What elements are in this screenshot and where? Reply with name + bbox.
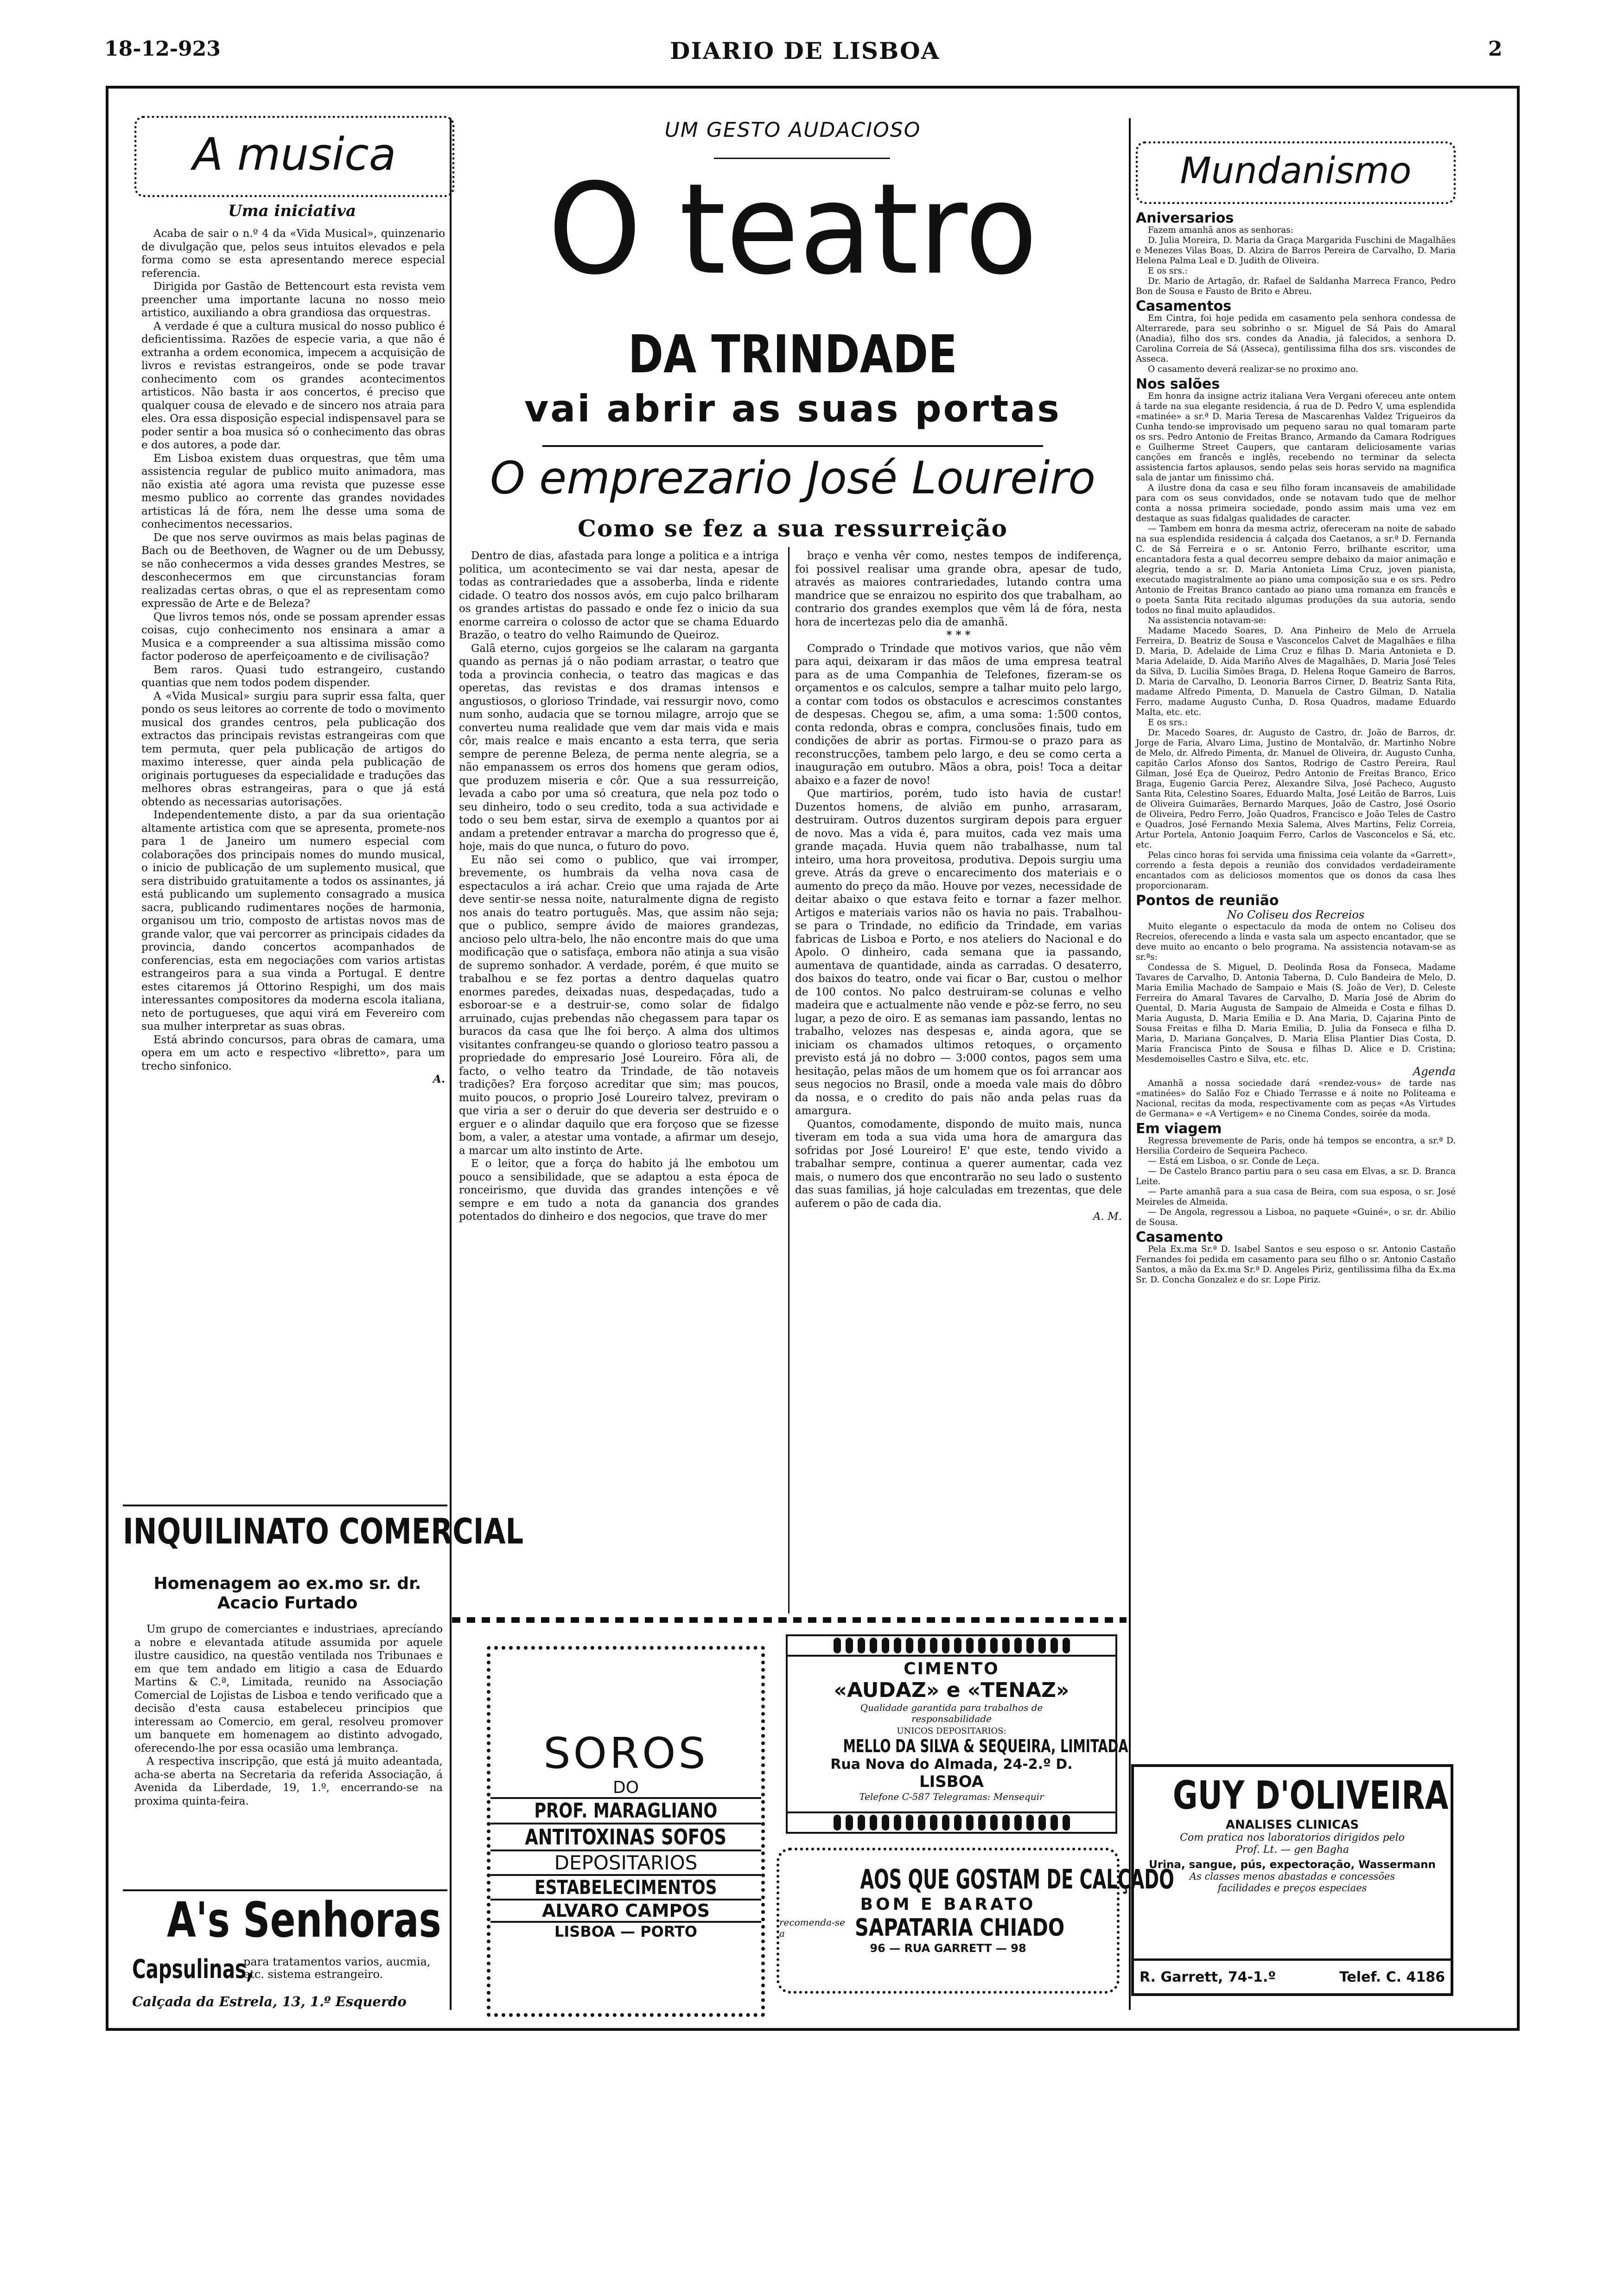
guy-ad-sub: ANALISES CLINICAS bbox=[1225, 1818, 1359, 1832]
guy-ad-address: R. Garrett, 74-1.º bbox=[1140, 1969, 1276, 1985]
cimento-ad-pattern-bottom bbox=[788, 1811, 1115, 1832]
mundanismo-paragraph: Madame Macedo Soares, D. Ana Pinheiro de Melo de Arruela Ferreira, D. Beatriz de Sousa e Vasconcelos Calvet de Magalhães e filha D. Maria, D. Adelaide de Lima Cruz e filhas D. Maria Antonieta e D. Maria Adelaide, D. Aida Mariño Alves de Magalhães, D. Maria José Teles da Silva, D. Lucilia Simões Braga, D. Helena Roque Gameiro de Barros, D. Maria de Carvalho, D. Leonoria Barros Cirner, D. Beatriz Santa Rita, madame Alfredo Pimenta, D. Manuela de Castro Gilman, D. Natalia Ferro, madame Augusto Cunha, D. Rosa Quadros, madame Eduardo Malta, etc. etc. bbox=[1136, 626, 1456, 717]
guy-ad-name: GUY D'OLIVEIRA bbox=[1172, 1773, 1449, 1818]
teatro-headline-3: vai abrir as suas portas bbox=[524, 387, 1061, 430]
guy-ad-footer bbox=[1134, 1958, 1451, 1993]
mundanismo-paragraph: Em honra da insigne actriz italiana Vera Vergani ofereceu ante ontem á tarde na sua elegante residencia, á rua de D. Pedro V, uma esplendida «matinée» a sr.ª D. Maria Teresa de Mascarenhas Valdez Trigueiros da Cunha tendo-se improvisado um pequeno sarau no qual tomaram parte os srs. Pedro Antonio de Freitas Branco, Armando da Camara Rodrigues e Guilherme Street Caupers, que cantaram deliciosamente varias canções em francês e inglês, recebendo no terminar da selecta assistencia fartos aplausos, sendo pelas seis horas servido na magnifica sala de jantar um finissimo chá. bbox=[1136, 391, 1456, 483]
mundanismo-heading-box bbox=[1136, 141, 1456, 204]
mundanismo-subtitle: No Coliseu dos Recreios bbox=[1227, 908, 1365, 921]
mundanismo-paragraph: Pela Ex.ma Sr.ª D. Isabel Santos e seu esposo o sr. Antonio Castaño Fernandes foi pedida em casamento para seu filho o sr. Antonio Castaño Santos, a mão da Ex.ma Sr.ª D. Angeles Piriz, gentilissima filha da Ex.ma Sr. D. Concha Gonzalez e do sr. Lope Piriz. bbox=[1136, 1244, 1456, 1285]
cimento-ad-phone: Telefone C-587 Telegramas: Mensequir bbox=[859, 1791, 1044, 1802]
teatro-deck: O emprezario José Loureiro bbox=[490, 452, 1095, 504]
calcado-ad-shop-line: recomenda-se a SAPATARIA CHIADO bbox=[779, 1914, 1064, 1942]
mundanismo-section-title: Casamentos bbox=[1136, 298, 1232, 314]
musica-article bbox=[141, 227, 445, 1581]
mundanismo-paragraph: — Está em Lisboa, o sr. Conde de Leça. bbox=[1148, 1156, 1319, 1166]
teatro-deck-2: Como se fez a sua ressurreição bbox=[578, 515, 1008, 542]
teatro-kicker: UM GESTO AUDACIOSO bbox=[664, 118, 921, 142]
inquilinato-title: INQUILINATO COMERCIAL bbox=[123, 1511, 524, 1552]
senhoras-ad-text: para tratamentos varios, aucmia, etc. sistema estrangeiro. bbox=[243, 1955, 431, 1981]
musica-heading-box bbox=[134, 116, 454, 197]
mundanismo-heading: Mundanismo bbox=[1180, 150, 1412, 192]
inquilinato-paragraph: Um grupo de comerciantes e industriaes, aprecíando a nobre e elevantada atitude assumida por aquele ilustre causidico, na questão ventilada nos Tribunaes e em que tem andado em litigio a casa de Eduardo Martins & C.ª, Limitada, reunido na Associação Comercial de Lojistas de Lisboa e tendo verificado que a decisão d'esta causa estabeleceu principios que interessam ao Comercio, em geral, resolveu promover um banquete em homenagem ao distinto advogado, oferecendo-lhe por essa ocasião uma lembrança. bbox=[134, 1623, 443, 1754]
teatro-paragraph: Dentro de dias, afastada para longe a politica e a intriga politica, um acontecimento se vai dar nesta, apesar de todas as contrariedades que a assoberba, linda e ridente cidade. O teatro dos nossos avós, em cujo palco brilharam os grandes artistas do passado e onde fez o inicio da sua enorme carreira o colosso de actor que se chama Eduardo Brazão, o teatro do velho Raimundo de Queiroz. bbox=[459, 550, 779, 641]
mundanismo-paragraph: E os srs.: bbox=[1148, 266, 1188, 276]
newspaper-title: DIARIO DE LISBOA bbox=[670, 37, 940, 64]
mundanismo-paragraph: — De Castelo Branco partiu para o seu casa em Elvas, a sr. D. Branca Leite. bbox=[1136, 1167, 1456, 1186]
ads-divider-rule bbox=[452, 1617, 1127, 1623]
musica-paragraph: Independentemente disto, a par da sua orientação altamente artistica com que se apresenta, promete-nos para 1 de Janeiro um numero especial com colaborações dos principais nomes do mundo musical, o inicio de publicação de um suplemento musical, que sera distribuido gratuitamente a todos os assinantes, já está publicando um suplemento consagrado a musica sacra, publicando rudimentares noções de harmonia, organisou um trio, composto de artistas novos mas de grande valor, que vai percorrer as principais cidades da provincia, dando concertos acompanhados de conferencias, esta em negociações com varios artistas estrangeiros para a sua vinda a Portugal. E dentre estes citaremos já Ottorino Respighi, um dos mais interessantes compositores da moderna escola italiana, neto de portugueses, que aqui virá em Fevereiro com sua mulher interpretar as suas obras. bbox=[141, 809, 445, 1033]
inquilinato-rule-top bbox=[123, 1505, 447, 1506]
column-rule-right bbox=[1129, 118, 1131, 2010]
teatro-separator: * * * bbox=[946, 629, 971, 641]
calcado-ad-sub: BOM E BARATO bbox=[860, 1895, 1036, 1914]
musica-paragraph: A «Vida Musical» surgiu para suprir essa falta, quer pondo os seus leitores ao corrente de todo o movimento musical dos grandes centros, pela publicação dos extractos das principais revistas estrangeiras com que tem permuta, quer pela publicação de artigos do maximo interesse, quer ainda pela publicação de originais portugueses da especialidade e traduções das melhores obras estrangeiras, para o que já está obtendo as necessarias autorisações. bbox=[141, 690, 445, 808]
inquilinato-subtitle: Homenagem ao ex.mo sr. dr. Acacio Furtado bbox=[153, 1574, 421, 1613]
teatro-paragraph: Comprado o Trindade que motivos varios, que não vêm para aqui, deixaram ir das mãos de uma empresa teatral para as de uma Companhia de Telefones, fizeram-se os orçamentos e os calculos, sempre a talhar muito pelo largo, a contar com todos os obstaculos e acrescimos constantes de despesas. Chegou se, afim, a uma soma: 1:500 contos, conta redonda, obras e compra, conclusões finais, tudo em condições de abrir as portas. Firmou-se o prazo para as reconstrucções, tambem pelo largo, e deu se como certa a inauguração em outubro. Mãos a obra, pois! Toca a deitar abaixo e a fazer de novo! bbox=[795, 642, 1122, 787]
teatro-paragraph: E o leitor, que a força do habito já lhe embotou um pouco a sensibilidade, que se adaptou a esta época de ronceirismo, que duvida das grandes intenções e vê sempre e em tudo a nota da ganancia dos grandes potentados do dinheiro e dos negocios, que trave do mer bbox=[459, 1158, 779, 1223]
mundanismo-section-title: Em viagem bbox=[1136, 1121, 1222, 1137]
senhoras-ad-address: Calçada da Estrela, 13, 1.º Esquerdo bbox=[132, 1994, 407, 2009]
inquilinato-paragraph: A respectiva inscripção, que está já muito adeantada, acha-se aberta na Secretaria da referida Associação, á Avenida da Liberdade, 19, 1.º, encerrando-se na proxima quinta-feira. bbox=[134, 1755, 443, 1807]
soros-ad bbox=[487, 1646, 765, 2017]
mundanismo-section-title: Pontos de reunião bbox=[1136, 893, 1279, 909]
senhoras-ad-title: A's Senhoras bbox=[167, 1892, 441, 1948]
mundanismo-section-title: Casamento bbox=[1136, 1229, 1223, 1245]
soros-ad-name: PROF. MARAGLIANO bbox=[490, 1797, 761, 1823]
musica-subheading: Uma iniciativa bbox=[228, 202, 357, 220]
musica-signature: A. bbox=[433, 1073, 445, 1085]
mundanismo-paragraph: — Tambem em honra da mesma actriz, ofereceram na noite de sabado na sua esplendida residencia á calçada dos Caetanos, a sr.ª D. Fernanda C. de Sá Ferreira e o sr. Antonio Ferro, brilhante escritor, uma encantadora festa a qual decorreu sempre debaixo da maior animação e alegria, tendo a sr. D. Maria Antonieta Lima Cruz, joven pianista, executado magistralmente ao piano uma composição sua e os srs. Pedro Antonio de Freitas Branco cantado ao piano uma romanza em francês e o poeta Santa Rita recitado algumas produções da sua autoria, sendo todos no final muito aplaudidos. bbox=[1136, 524, 1456, 615]
teatro-column-rule bbox=[788, 547, 789, 1614]
cimento-ad bbox=[786, 1634, 1128, 1834]
cimento-ad-pattern-top bbox=[788, 1636, 1115, 1657]
musica-paragraph: Que livros temos nós, onde se possam aprender essas coisas, cujo conhecimento nos ensinara a amar a Musica e a compreender a sua altissima missão como factor poderoso de aperfeiçoamento e de civilisação? bbox=[141, 611, 445, 663]
teatro-column-1 bbox=[459, 549, 779, 1611]
soros-ad-line1: ANTITOXINAS SOFOS bbox=[490, 1823, 761, 1850]
cimento-ad-city: LISBOA bbox=[919, 1773, 984, 1791]
musica-paragraph: De que nos serve ouvirmos as mais belas paginas de Bach ou de Beethoven, de Wagner ou de um Debussy, se não conhecermos a vida desses grandes Mestres, se desconhecermos em que circunstancias foram realizadas certas obras, o que el as representam como expressão de Arte e de Beleza? bbox=[141, 531, 445, 610]
teatro-paragraph: Que martirios, porém, tudo isto havia de custar! Duzentos homens, de alvião em punho, arrasaram, destruiram. Outros duzentos surgiram depois para erguer de novo. Mas a vida é, para muitos, cada vez mais uma grande maçada. Huvia quem não trabalhasse, num tal inteiro, uma hora proveitosa, produtiva. Depois surgiu uma greve. Atrás da greve o encarecimento dos materiais e o aumento do preço da mão. Houve por vezes, necessidade de deitar abaixo o que estava feito e tornar a fazer melhor. Artigos e materiais varios não os havia no pais. Trabalhou-se para o Trindade, no edificio da Trindade, em varias fabricas de Lisboa e Porto, e nos ateliers do Nacional e do Apolo. O dinheiro, cada semana que ia passando, aumentava de quantidade, ainda as carradas. O desaterro, dos baixos do teatro, onde vai ficar o Bar, custou o melhor de 100 contos. No palco destruiram-se colunas e velho madeira que e actualmente não vende e pôz-se ferro, no seu lugar, a pezo de oiro. E as semanas iam passando, lentas no trabalho, velozes nas despesas e, ainda agora, que se iniciam os chamados ultimos retoques, o orçamento previsto está já no dobro — 3:000 contos, pagos sem uma hesitação, pelas mãos de um homem que os foi arrancar aos seus negocios no Brasil, onde a moeda vale mais do dôbro da nossa, e o credito do pais não anda pelas ruas da amargura. bbox=[795, 788, 1122, 1117]
guy-ad-line1: Com pratica nos laboratorios dirigidos pelo Prof. Lt. — gen Bagha bbox=[1180, 1832, 1405, 1856]
teatro-paragraph: Galã eterno, cujos gorgeios se lhe calaram na garganta quando as pernas já o não podiam arrastar, o teatro que toda a provincia conhecia, o teatro das magicas e das operetas, das revistas e dos dramas intensos e angustiosos, o glorioso Trindade, vai ressurgir novo, como num sonho, audacia que se tornou milagre, arrojo que se converteu numa realidade que vem dar mais vida e mais côr, mais realce e mais encanto a esta terra, que seria sempre de perenne Beleza, de perma nente alegria, se a não empanassem os erros dos homens que geram odios, que produzem miseria e côr. Que a sua ressurreição, levada a cabo por uma só creatura, que nela poz todo o seu dinheiro, todo o seu credito, toda a sua actividade e todo o seu bem estar, sirva de exemplo a quantos por ai andam a pretender entravar a marcha do progresso que é, hoje, mais do que nunca, o futuro do povo. bbox=[459, 642, 779, 853]
cimento-ad-company: MELLO DA SILVA & SEQUEIRA, LIMITADA bbox=[843, 1736, 1128, 1756]
soros-ad-title: SOROS bbox=[543, 1728, 708, 1778]
guy-ad-phone: Telef. C. 4186 bbox=[1339, 1969, 1445, 1985]
mundanismo-subtitle: Agenda bbox=[1413, 1065, 1456, 1078]
mundanismo-paragraph: — Parte amanhã para a sua casa de Beira, com sua esposa, o sr. José Meireles de Almeida. bbox=[1136, 1187, 1456, 1207]
calcado-ad-title: AOS QUE GOSTAM DE CALÇADO bbox=[860, 1863, 1174, 1895]
cimento-ad-dep: UNICOS DEPOSITARIOS: bbox=[897, 1726, 1006, 1736]
musica-paragraph: Em Lisboa existem duas orquestras, que têm uma assistencia regular de publico muito animadora, mas não existia até agora uma revista que puzesse esse mesmo publico ao corrente das grandes novidades artisticas lá de fóra, nem lhe desse uma soma de conhecimentos necessarios. bbox=[141, 452, 445, 530]
teatro-deck-rule bbox=[542, 445, 1043, 447]
senhoras-ad-brand: Capsulinas, bbox=[132, 1954, 254, 1984]
cimento-ad-title: CIMENTO bbox=[904, 1659, 999, 1678]
cimento-ad-street: Rua Nova do Almada, 24-2.º D. bbox=[830, 1756, 1073, 1773]
mundanismo-section-title: Aniversarios bbox=[1136, 210, 1234, 226]
soros-ad-do: DO bbox=[612, 1778, 639, 1797]
guy-ad-line2: Urina, sangue, pús, expectoração, Wassermann bbox=[1149, 1859, 1436, 1871]
soros-ad-line4: ALVARO CAMPOS bbox=[490, 1899, 761, 1921]
soros-ad-line2: DEPOSITARIOS bbox=[490, 1850, 761, 1874]
mundanismo-paragraph: Dr. Macedo Soares, dr. Augusto de Castro, dr. João de Barros, dr. Jorge de Faria, Alvaro Lima, Justino de Montalvão, dr. Martinho Nobre de Melo, dr. Alfredo Pimenta, dr. Manuel de Oliveira, dr. Augusto Cunha, capitão Carlos Afonso dos Santos, Rodrigo de Castro Pereira, Raul Gilman, José Eça de Queiroz, Pedro Antonio de Freitas Branco, Erico Braga, Eugenio Garcia Perez, Alexandre Silva, José Pacheco, Augusto Santa Rita, Celestino Soares, Eduardo Malta, José Leitão de Barros, Luis de Oliveira Guimarães, Bernardo Marques, João de Castro, José Osorio de Oliveira, Pedro Ferro, João Quadros, Francisco e João Teles de Castro e Quadros, José Fernando Mexia Salema, Alves Martins, Feliz Correia, Artur Portela, Antonio Joaquim Ferro, Carlos de Vasconcelos e Sá, etc. etc. bbox=[1136, 728, 1456, 850]
mundanismo-paragraph: Muito elegante o espectaculo da moda de ontem no Coliseu dos Recreios, oferecendo a linda e vasta sala um aspecto encantador, que se deve muito ao encanto o belo programa. Na assistencia notavam-se as sr.ªs: bbox=[1136, 922, 1456, 962]
soros-ad-line5: LISBOA — PORTO bbox=[490, 1921, 761, 1940]
musica-heading: A musica bbox=[192, 128, 396, 180]
page-number: 2 bbox=[1488, 37, 1502, 61]
guy-ad-line3: As classes menos abastadas e concessões facilidades e preços especiaes bbox=[1189, 1871, 1395, 1894]
mundanismo-paragraph: Dr. Mario de Artagão, dr. Rafael de Saldanha Marreca Franco, Pedro Bon de Sousa e Fausto de Brito e Abreu. bbox=[1136, 276, 1456, 296]
soros-ad-line3: ESTABELECIMENTOS bbox=[490, 1874, 761, 1899]
mundanismo-paragraph: Na assistencia notavam-se: bbox=[1148, 616, 1267, 625]
musica-paragraph: Dirigida por Gastão de Bettencourt esta revista vem preencher uma importante lacuna no nosso meio artistico, auxiliando a obra grandiosa das orquestras. bbox=[141, 281, 445, 319]
mundanismo-paragraph: E os srs.: bbox=[1148, 718, 1188, 727]
mundanismo-paragraph: D. Julia Moreira, D. Maria da Graça Margarida Fuschini de Magalhães e Menezes Vilas Boas, D. Alzira de Barros Pereira de Carvalho, D. Maria Helena Palma Leal e D. Judith de Oliveira. bbox=[1136, 236, 1456, 266]
cimento-ad-sub: Qualidade garantida para trabalhos de responsabilidade bbox=[860, 1702, 1043, 1724]
guy-ad bbox=[1131, 1764, 1453, 1996]
mundanismo-column bbox=[1136, 209, 1456, 1498]
teatro-headline-2: DA TRINDADE bbox=[628, 325, 957, 385]
mundanismo-paragraph: Amanhã a nossa sociedade dará «rendez-vous» de tarde nas «matinées» do Salão Foz e Chiado Terrasse e á noite no Politeama e Nacional, recitas da moda, respectivamente com as peças «As Virtudes de Germana» e «A Vertigem» e no Cinema Condes, soirée da moda. bbox=[1136, 1078, 1456, 1119]
mundanismo-paragraph: Condessa de S. Miguel, D. Deolinda Rosa da Fonseca, Madame Tavares de Carvalho, D. Antonia Taberna, D. Culo Bandeira de Melo, D. Maria Emilia Machado de Sampaio e Mais (S. João de Ver), D. Celeste Ferreira do Amaral Tavares de Carvalho, D. Maria José de Abrim do Quental, D. Maria Augusta de Sampaio de Almeida e Costa e filhas D. Maria Augusta, D. Maria Emilia e D. Ana Maria, D. Cajarina Pinto de Sousa Freitas e filha D. Maria Emilia, D. Julia da Fonseca e filha D. Maria, D. Mariana Gonçalves, D. Maria Elisa Plantier Dias Costa, D. Maria Francisca Pinto de Sousa e filhas D. Alice e D. Cristina; Mesdemoiselles Castro e Silva, etc. etc. bbox=[1136, 963, 1456, 1064]
teatro-signature: A. M. bbox=[1093, 1211, 1122, 1223]
mundanismo-paragraph: Regressa brevemente de Paris, onde há tempos se encontra, a sr.ª D. Hersilia Cordeiro de Sequeira Pacheco. bbox=[1136, 1136, 1456, 1156]
musica-paragraph: Está abrindo concursos, para obras de camara, uma opera em um acto e respectivo «libretto», para um trecho sinfonico. bbox=[141, 1033, 445, 1072]
teatro-column-2 bbox=[795, 549, 1122, 1611]
teatro-paragraph: Eu não sei como o publico, que vai irromper, brevemente, os humbrais da velha nova casa de espectaculos a irá achar. Creio que uma rajada de Arte deve sentir-se nessa noite, naturalmente digna de registo nos anais do teatro português. Mas, que assim não seja; que o publico, sempre ávido de maiores grandezas, ancioso pelo ultra-belo, lhe não encontre mais do que uma modificação que o satisfaça, embora não atinja a sua visão de supremo sonhador. A verdade, porém, é que muito se trabalhou e se fez portas a dentro daquelas quatro enormes paredes, deixadas nuas, despedaçadas, tudo a esboroar-se e a destruir-se, como solar de fidalgo arruinado, cujas prebendas não chegassem para tapar os buracos da casa que lhe foi berço. A alma dos ultimos visitantes confrangeu-se quando o glorioso teatro passou a propriedade do empresario José Loureiro. Fôra ali, de facto, o velho teatro da Trindade, de tão notaveis tradições? Era forçoso acreditar que sim; mas poucos, muito poucos, o proprio José Loureiro talvez, previram o que viria a ser o deruir do que deveria ser destruido e o erguer e o alindar daquilo que era forçoso que se fizesse bom, a valer, a atestar uma vontade, a afirmar um desejo, a marcar um alto instinto de Arte. bbox=[459, 854, 779, 1157]
mundanismo-paragraph: Pelas cinco horas foi servida uma finissima ceia volante da «Garrett», correndo a festa depois a reunião dos convidados verdadeiramente encantados com as deliciosos momentos que os donos da casa lhes proporcionaram. bbox=[1136, 850, 1456, 891]
inquilinato-article bbox=[134, 1623, 443, 1882]
mundanismo-paragraph: A ilustre dona da casa e seu filho foram incansaveis de amabilidade para com os seus convidados, onde se notavam tudo que de melhor conta a nossa primeira sociedade, pondo assim mais uma vez em destaque as suas fidalgas qualidades de caracter. bbox=[1136, 483, 1456, 523]
teatro-headline: O teatro bbox=[547, 156, 1038, 302]
senhoras-rule bbox=[123, 1889, 447, 1891]
musica-paragraph: Acaba de sair o n.º 4 da «Vida Musical», quinzenario de divulgação que, pelos seus intuitos elevados e pela forma como se esta apresentando merece especial referencia. bbox=[141, 228, 445, 280]
cimento-ad-brands: «AUDAZ» e «TENAZ» bbox=[834, 1678, 1070, 1702]
page-date: 18-12-923 bbox=[104, 37, 221, 61]
teatro-paragraph: Quantos, comodamente, dispondo de muito mais, nunca tiveram em toda a sua vida uma hora de amargura das sofridas por José Loureiro! E' que este, tendo vivido a trabalhar sempre, continua a querer aumentar, cada vez mais, o numero dos que encontrarão no seu lado o sustento das suas familias, já hoje calculadas em trezentas, que dele auferem o pão de cada dia. bbox=[795, 1118, 1122, 1210]
column-rule-left bbox=[450, 118, 452, 2010]
musica-paragraph: Bem raros. Quasi tudo estrangeiro, custando quantias que nem todos podem dispender. bbox=[141, 663, 445, 689]
mundanismo-paragraph: O casamento deverá realizar-se no proximo ano. bbox=[1148, 364, 1358, 374]
mundanismo-paragraph: Em Cintra, foi hoje pedida em casamento pela senhora condessa de Alterrarede, para seu sobrinho o sr. Miguel de Sá Pais do Amaral (Anadia), filho dos srs. condes da Anadia, já falecidos, a senhora D. Carolina Correia de Sá (Asseca), gentilissima filha dos srs. viscondes de Asseca. bbox=[1136, 313, 1456, 364]
calcado-ad-addr: 96 — RUA GARRETT — 98 bbox=[870, 1942, 1026, 1955]
mundanismo-paragraph: — De Angola, regressou a Lisboa, no paquete «Guiné», o sr. dr. Abilio de Sousa. bbox=[1136, 1207, 1456, 1227]
musica-paragraph: A verdade é que a cultura musical do nosso publico é deficientissima. Razões de especie varia, a que não é extranha a ordem economica, impecem a acquisição de livros e revistas estrangeiros, onde se pode travar conhecimento com os grandes acontecimentos artisticos. Não basta ir aos concertos, é preciso que qualquer cousa de elevado e de sincero nos atraia para eles. Ora essa disposição especial indispensavel para se poder sentir a boa musica só o conhecimento das obras e dos autores, a pode dar. bbox=[141, 320, 445, 451]
calcado-ad bbox=[777, 1848, 1174, 1994]
mundanismo-paragraph: Fazem amanhã anos as senhoras: bbox=[1148, 225, 1293, 235]
teatro-paragraph: braço e venha vêr como, nestes tempos de indiferença, foi possivel realisar uma grande obra, apesar de tudo, através as maiores contrariedades, lutando contra uma mandrice que se enraizou no espirito dos que trabalham, ao contrario dos grandes exemplos que vêm lá de fóra, nesta hora de incertezas pelo dia de amanhã. bbox=[795, 550, 1122, 628]
mundanismo-section-title: Nos salões bbox=[1136, 376, 1220, 392]
